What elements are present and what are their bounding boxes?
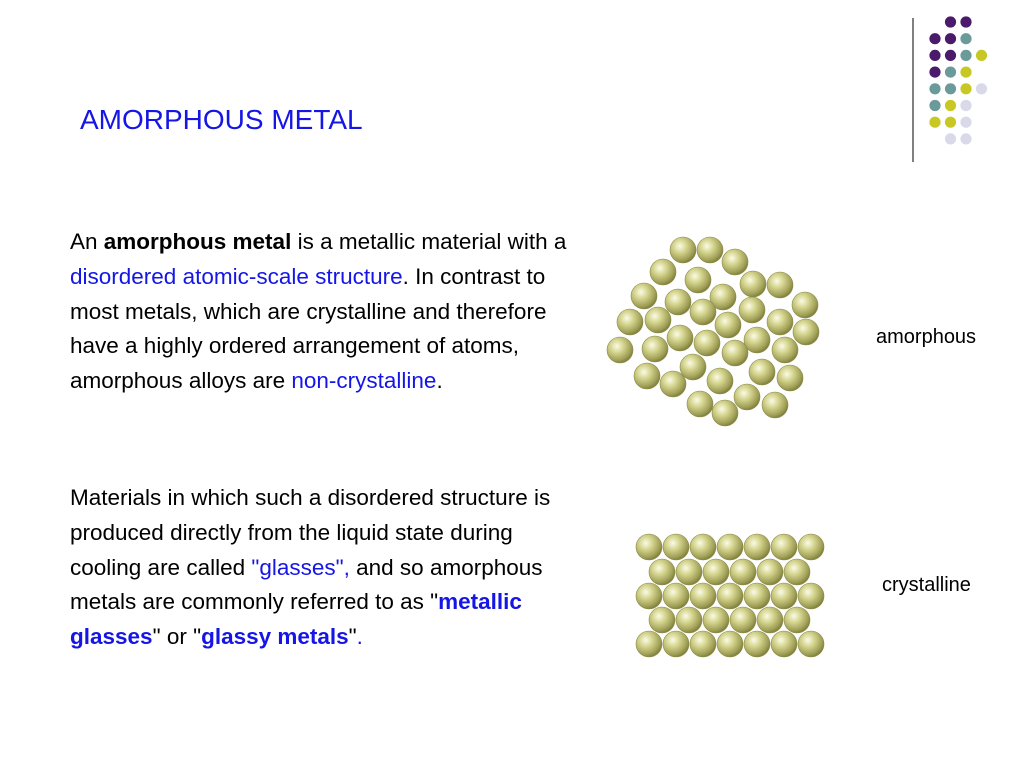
crystal-atom xyxy=(784,559,810,585)
amorphous-atom xyxy=(642,336,668,362)
crystal-atom xyxy=(676,559,702,585)
amorphous-atom xyxy=(650,259,676,285)
p1-text-3: . In contrast to most metals, which are crystalline and therefore have a highly ordered arrangement of atoms, amorphous alloys are xyxy=(70,263,547,394)
amorphous-atom xyxy=(707,368,733,394)
crystal-atom xyxy=(690,631,716,657)
decorative-dot xyxy=(945,133,956,144)
decorative-dot xyxy=(960,117,971,128)
decorative-dot xyxy=(945,16,956,27)
p2-text-3: or xyxy=(160,624,194,650)
amorphous-atom-cluster xyxy=(607,237,819,426)
crystal-atom xyxy=(703,559,729,585)
amorphous-atom xyxy=(607,337,633,363)
slide-title: AMORPHOUS METAL xyxy=(80,104,363,135)
decorative-dot xyxy=(929,50,940,61)
decorative-dot xyxy=(960,67,971,78)
p2-text-2: and so amorphous metals are commonly referred to as xyxy=(70,554,543,615)
decorative-dot xyxy=(960,16,971,27)
crystal-atom xyxy=(663,534,689,560)
decorative-dot xyxy=(945,67,956,78)
p2-quote-close-1: " xyxy=(152,624,161,650)
crystal-atom xyxy=(744,583,770,609)
caption-crystalline: crystalline xyxy=(882,574,971,596)
link-disordered-structure[interactable]: disordered atomic-scale structure xyxy=(70,263,403,289)
decorative-dot xyxy=(945,117,956,128)
decorative-dot xyxy=(960,100,971,111)
crystal-atom xyxy=(690,534,716,560)
decorative-dot xyxy=(945,100,956,111)
amorphous-atom xyxy=(660,371,686,397)
crystal-atom xyxy=(717,534,743,560)
crystal-atom xyxy=(663,583,689,609)
crystal-atom xyxy=(717,631,743,657)
paragraph-glasses xyxy=(70,481,590,655)
crystal-atom xyxy=(636,583,662,609)
crystal-atom xyxy=(798,583,824,609)
crystal-atom xyxy=(757,607,783,633)
amorphous-atom xyxy=(740,271,766,297)
crystal-atom xyxy=(798,631,824,657)
decorative-dot-grid xyxy=(0,0,1024,200)
p2-quote-open-2: " xyxy=(193,624,202,650)
amorphous-atom xyxy=(734,384,760,410)
p1-text-1: An xyxy=(70,229,104,254)
crystal-atom xyxy=(636,534,662,560)
amorphous-atom xyxy=(715,312,741,338)
amorphous-atom xyxy=(680,354,706,380)
decorative-dot xyxy=(960,33,971,44)
crystalline-atom-lattice xyxy=(636,534,824,657)
amorphous-atom xyxy=(712,400,738,426)
link-glasses[interactable]: "glasses", xyxy=(251,554,350,580)
amorphous-atom xyxy=(767,272,793,298)
crystal-atom xyxy=(744,534,770,560)
amorphous-atom xyxy=(762,392,788,418)
crystal-atom xyxy=(798,534,824,560)
crystal-atom xyxy=(771,631,797,657)
crystal-atom xyxy=(676,607,702,633)
link-glassy-metals[interactable]: glassy metals xyxy=(201,624,349,650)
crystal-atom xyxy=(649,607,675,633)
amorphous-atom xyxy=(634,363,660,389)
decorative-dot xyxy=(960,83,971,94)
crystal-atom xyxy=(636,631,662,657)
amorphous-atom xyxy=(670,237,696,263)
amorphous-atom xyxy=(793,319,819,345)
p1-text-2: is a metallic material with a xyxy=(291,229,567,254)
crystal-atom xyxy=(757,559,783,585)
amorphous-atom xyxy=(777,365,803,391)
p1-text-4: . xyxy=(436,368,443,394)
amorphous-atom xyxy=(617,309,643,335)
crystal-atom xyxy=(744,631,770,657)
decorative-dot xyxy=(929,67,940,78)
decorative-dot xyxy=(960,133,971,144)
amorphous-atom xyxy=(665,289,691,315)
amorphous-atom xyxy=(687,391,713,417)
amorphous-atom xyxy=(767,309,793,335)
crystal-atom xyxy=(730,559,756,585)
crystal-atom xyxy=(690,583,716,609)
paragraph-definition xyxy=(70,225,590,399)
amorphous-atom xyxy=(772,337,798,363)
amorphous-atom xyxy=(667,325,693,351)
amorphous-atom xyxy=(697,237,723,263)
amorphous-atom xyxy=(710,284,736,310)
amorphous-atom xyxy=(631,283,657,309)
amorphous-atom xyxy=(694,330,720,356)
link-metallic-glasses[interactable]: metallic glasses xyxy=(70,589,522,650)
decorative-dot xyxy=(945,50,956,61)
decorative-dot xyxy=(929,83,940,94)
decorative-dot xyxy=(929,117,940,128)
decorative-divider-line xyxy=(912,18,914,162)
amorphous-atom xyxy=(690,299,716,325)
amorphous-atom xyxy=(749,359,775,385)
decorative-dot xyxy=(976,83,987,94)
amorphous-atom xyxy=(744,327,770,353)
crystal-atom xyxy=(649,559,675,585)
crystal-atom xyxy=(703,607,729,633)
crystal-atom xyxy=(784,607,810,633)
amorphous-atom xyxy=(722,340,748,366)
amorphous-atom xyxy=(685,267,711,293)
decorative-dot xyxy=(976,50,987,61)
amorphous-atom xyxy=(645,307,671,333)
p1-term-amorphous-metal: amorphous metal xyxy=(103,229,292,254)
amorphous-atom xyxy=(739,297,765,323)
p2-period: . xyxy=(356,624,363,650)
crystal-atom xyxy=(730,607,756,633)
amorphous-atom xyxy=(792,292,818,318)
decorative-dot xyxy=(945,83,956,94)
decorative-dot xyxy=(929,100,940,111)
caption-amorphous: amorphous xyxy=(876,326,977,348)
amorphous-atom xyxy=(722,249,748,275)
p2-text-1: Materials in which such a disordered structure is produced directly from the liquid state during cooling are called xyxy=(70,485,551,580)
crystal-atom xyxy=(717,583,743,609)
decorative-dot xyxy=(960,50,971,61)
crystal-atom xyxy=(771,534,797,560)
crystal-atom xyxy=(663,631,689,657)
p2-quote-close-2: " xyxy=(348,624,357,650)
p2-quote-open-1: " xyxy=(430,589,439,615)
decorative-dot xyxy=(929,33,940,44)
link-non-crystalline[interactable]: non-crystalline xyxy=(291,368,437,394)
decorative-dot xyxy=(945,33,956,44)
crystal-atom xyxy=(771,583,797,609)
